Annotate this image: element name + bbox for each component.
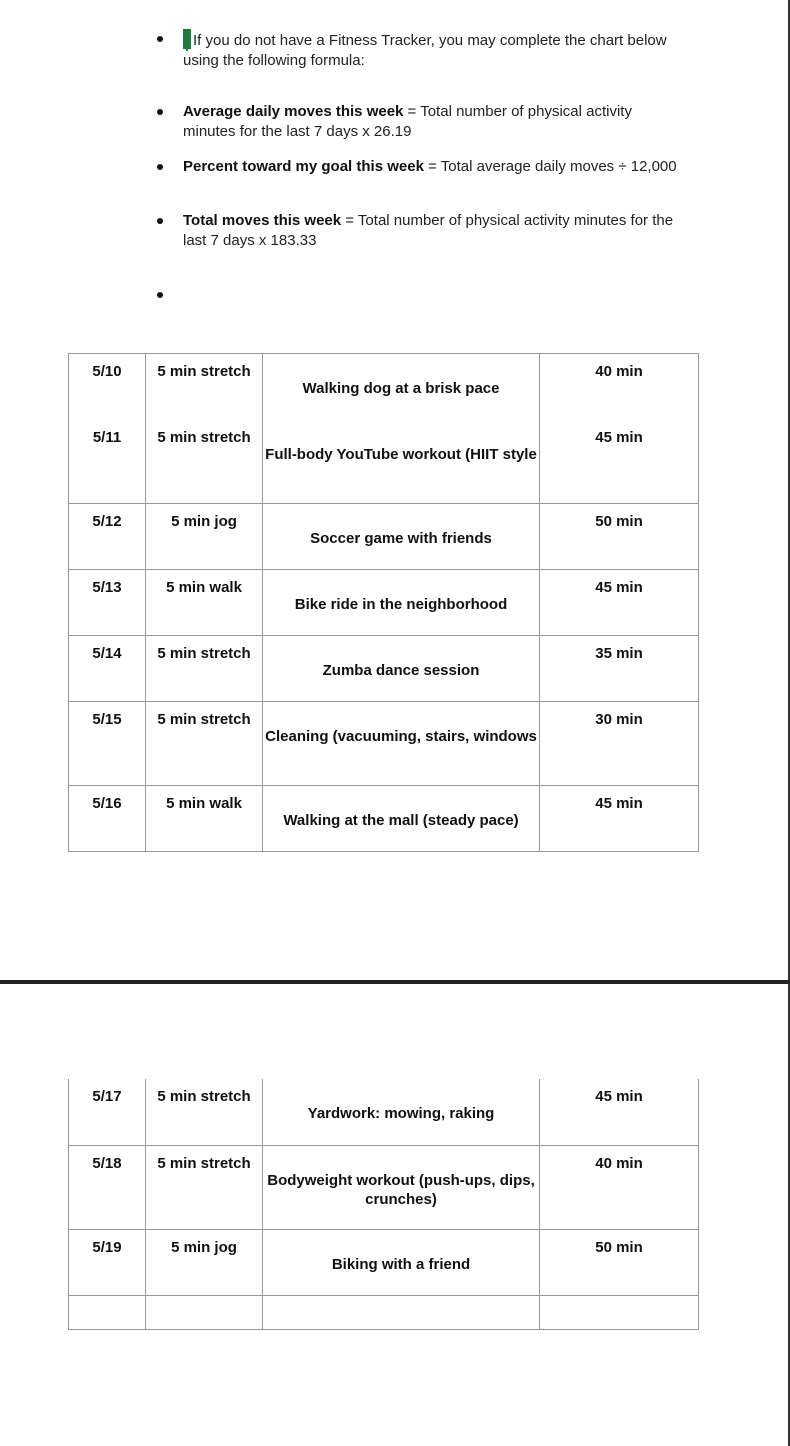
bullet-icon: [157, 292, 163, 298]
list-item: [160, 211, 680, 251]
activity-cell: Soccer game with friends: [310, 530, 492, 547]
warmup-cell: 5 min walk: [166, 795, 242, 812]
warmup-cell: 5 min stretch: [157, 428, 251, 446]
table-row: [69, 420, 699, 504]
warmup-cell: 5 min stretch: [157, 645, 251, 662]
duration-cell: 45 min: [595, 1088, 643, 1105]
formula-label: Average daily moves this week: [183, 103, 404, 120]
page-break-divider: [0, 980, 790, 984]
table-row: [69, 1079, 699, 1145]
duration-cell: 45 min: [595, 428, 643, 446]
text-cursor-icon: [183, 29, 191, 49]
formula-text: = Total number of physical activity minutes for the last 7 days x 183.33: [183, 212, 674, 249]
activity-cell: Biking with a friend: [331, 1255, 471, 1273]
bullet-icon: [157, 109, 163, 115]
intro-text: If you do not have a Fitness Tracker, you may complete the chart below using the following formula:: [183, 32, 667, 69]
date-cell: 5/18: [92, 1154, 122, 1172]
duration-cell: 50 min: [595, 513, 643, 530]
date-cell: 5/19: [92, 1238, 122, 1256]
activity-cell: Walking dog at a brisk pace: [302, 380, 500, 397]
warmup-cell: 5 min stretch: [157, 1088, 251, 1105]
table-row: [69, 354, 699, 420]
formula-text: = Total average daily moves ÷ 12,000: [423, 158, 677, 175]
duration-cell: 40 min: [595, 363, 643, 380]
table-row: [69, 570, 699, 636]
date-cell: 5/10: [92, 363, 122, 380]
activity-cell: Bike ride in the neighborhood: [294, 596, 508, 613]
duration-cell: 45 min: [595, 579, 643, 596]
table-row: [69, 1229, 699, 1295]
duration-cell: 50 min: [595, 1238, 643, 1256]
table-row-empty: [69, 1295, 699, 1329]
list-item: [160, 29, 680, 71]
date-cell: 5/12: [92, 513, 122, 530]
activity-cell: Walking at the mall (steady pace): [283, 812, 519, 829]
duration-cell: 30 min: [595, 711, 643, 728]
duration-cell: 45 min: [595, 795, 643, 812]
activity-table-1: [68, 353, 699, 852]
bullet-icon: [157, 36, 163, 42]
activity-cell: Full-body YouTube workout (HIIT style: [265, 445, 537, 463]
formula-label: Percent toward my goal this week: [183, 158, 424, 175]
table-row: [69, 786, 699, 852]
table-row: [69, 504, 699, 570]
date-cell: 5/16: [92, 795, 122, 812]
date-cell: 5/17: [92, 1088, 122, 1105]
warmup-cell: 5 min stretch: [157, 363, 251, 380]
formula-text: = Total number of physical activity minutes for the last 7 days x 26.19: [183, 103, 632, 140]
duration-cell: 40 min: [595, 1154, 643, 1172]
activity-cell: Cleaning (vacuuming, stairs, windows: [265, 728, 537, 745]
date-cell: 5/14: [92, 645, 122, 662]
warmup-cell: 5 min jog: [171, 513, 237, 530]
duration-cell: 35 min: [595, 645, 643, 662]
activity-cell: Yardwork: mowing, raking: [307, 1105, 495, 1122]
bullet-icon: [157, 218, 163, 224]
date-cell: 5/11: [92, 428, 122, 446]
activity-table-2: [68, 1079, 699, 1330]
date-cell: 5/15: [92, 711, 122, 728]
date-cell: 5/13: [92, 579, 122, 596]
formula-label: Total moves this week: [183, 212, 342, 229]
list-item: [160, 102, 680, 142]
bullet-icon: [157, 164, 163, 170]
warmup-cell: 5 min stretch: [157, 711, 251, 728]
activity-cell: Zumba dance session: [322, 662, 480, 679]
warmup-cell: 5 min jog: [171, 1238, 237, 1256]
table-row: [69, 636, 699, 702]
activity-cell: Bodyweight workout (push-ups, dips, crunches): [267, 1171, 535, 1208]
warmup-cell: 5 min walk: [166, 579, 242, 596]
table-row: [69, 1145, 699, 1229]
table-row: [69, 702, 699, 786]
warmup-cell: 5 min stretch: [157, 1154, 251, 1172]
list-item: [160, 157, 680, 177]
